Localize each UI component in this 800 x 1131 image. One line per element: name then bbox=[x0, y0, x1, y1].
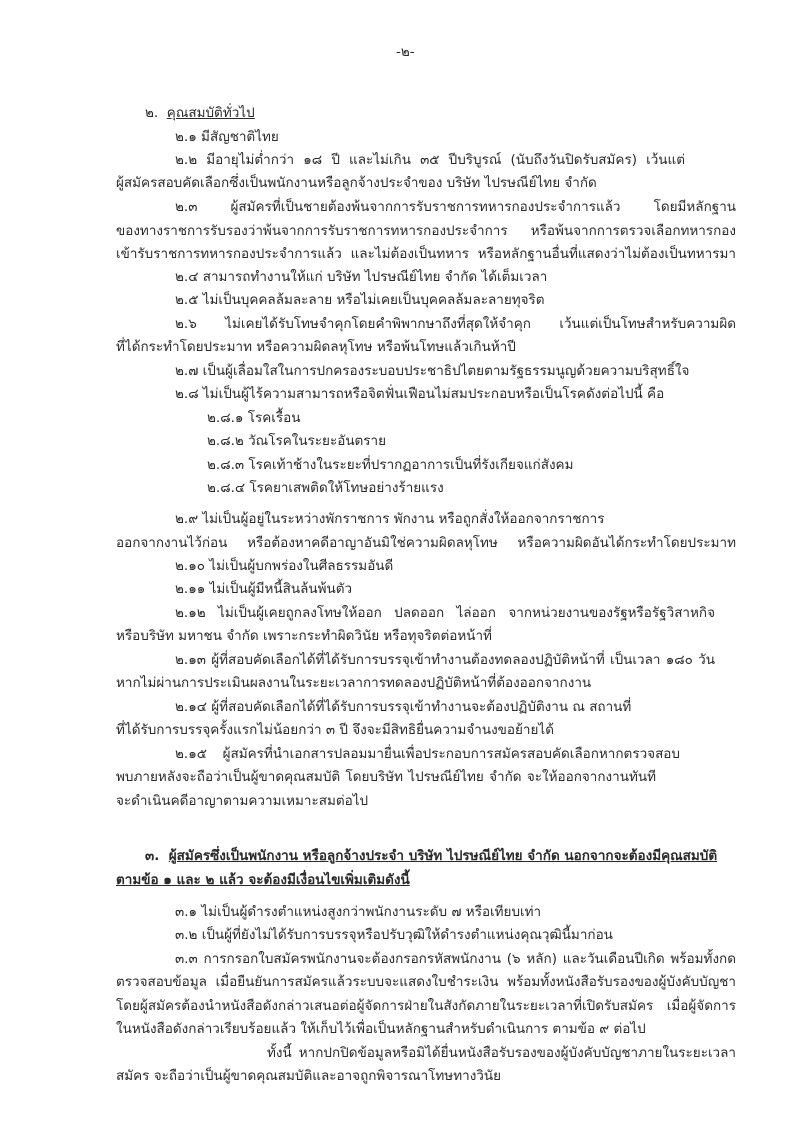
section-3-heading bbox=[145, 846, 717, 866]
item-2-10: ๒.๑๐ ไม่เป็นผู้บกพร่องในศีลธรรมอันดี bbox=[175, 558, 394, 574]
item-2-1: ๒.๑ มีสัญชาติไทย bbox=[175, 129, 279, 145]
item-2-3: ๒.๓ ผู้สมัครที่เป็นชายต้องพ้นจากการรับราชการทหารกองประจำการแล้ว โดยมีหลักฐาน bbox=[175, 199, 736, 215]
section-3-title-cont: ตามข้อ ๑ และ ๒ แล้ว จะต้องมีเงื่อนไขเพิ่มเติมดังนี้ bbox=[116, 872, 410, 888]
section-3-title: ผู้สมัครซึ่งเป็นพนักงาน หรือลูกจ้างประจำ บริษัท ไปรษณีย์ไทย จำกัด นอกจากจะต้องมีคุณสมบัติ bbox=[168, 848, 718, 864]
item-3-2: ๓.๒ เป็นผู้ที่ยังไม่ได้รับการบรรจุหรือปรับวุฒิให้ดำรงตำแหน่งคุณวุฒินี้มาก่อน bbox=[175, 927, 613, 943]
item-2-6: ๒.๖ ไม่เคยได้รับโทษจำคุกโดยคำพิพากษาถึงที่สุดให้จำคุก เว้นแต่เป็นโทษสำหรับความผิด bbox=[175, 316, 736, 332]
item-2-6-cont: ที่ได้กระทำโดยประมาท หรือความผิดลหุโทษ หรือพ้นโทษแล้วเกินห้าปี bbox=[116, 339, 516, 355]
item-2-13: ๒.๑๓ ผู้ที่สอบคัดเลือกได้ที่ได้รับการบรรจุเข้าทำงานต้องทดลองปฏิบัติหน้าที่ เป็นเวลา ๑๘๐ วัน bbox=[175, 652, 715, 668]
item-2-15: ๒.๑๕ ผู้สมัครที่นำเอกสารปลอมมายื่นเพื่อประกอบการสมัครสอบคัดเลือกหากตรวจสอบ bbox=[175, 746, 680, 762]
note-paragraph: ทั้งนี้ หากปกปิดข้อมูลหรือมิได้ยื่นหนังสือรับรองของผู้บังคับบัญชาภายในระยะเวลา bbox=[267, 1045, 736, 1061]
item-2-4: ๒.๔ สามารถทำงานให้แก่ บริษัท ไปรษณีย์ไทย จำกัด ได้เต็มเวลา bbox=[175, 269, 548, 285]
item-2-14-cont: ที่ได้รับการบรรจุครั้งแรกไม่น้อยกว่า ๓ ปี จึงจะมีสิทธิยื่นความจำนงขอย้ายได้ bbox=[116, 722, 554, 738]
item-2-12: ๒.๑๒ ไม่เป็นผู้เคยถูกลงโทษให้ออก ปลดออก ไล่ออก จากหน่วยงานของรัฐหรือรัฐวิสาหกิจ bbox=[175, 605, 715, 621]
item-2-15-cont2: จะดำเนินคดีอาญาตามความเหมาะสมต่อไป bbox=[116, 793, 369, 809]
item-2-2: ๒.๒ มีอายุไม่ต่ำกว่า ๑๘ ปี และไม่เกิน ๓๕ ปีบริบูรณ์ (นับถึงวันปิดรับสมัคร) เว้นแต่ bbox=[175, 152, 685, 168]
item-2-7: ๒.๗ เป็นผู้เลื่อมใสในการปกครองระบอบประชาธิปไตยตามรัฐธรรมนูญด้วยความบริสุทธิ์ใจ bbox=[175, 363, 690, 379]
item-2-11: ๒.๑๑ ไม่เป็นผู้มีหนี้สินล้นพ้นตัว bbox=[175, 581, 353, 597]
page-number: -๒- bbox=[396, 44, 415, 60]
section-2-title: คุณสมบัติทั่วไป bbox=[166, 105, 255, 121]
item-3-3-cont3: ในหนังสือดังกล่าวเรียบร้อยแล้ว ให้เก็บไว้เพื่อเป็นหลักฐานสำหรับดำเนินการ ตามข้อ ๙ ต่อไป bbox=[116, 1021, 646, 1037]
item-2-8-1: ๒.๘.๑ โรคเรื้อน bbox=[207, 410, 301, 426]
item-3-3-cont2: โดยผู้สมัครต้องนำหนังสือดังกล่าวเสนอต่อผู้จัดการฝ่ายในสังกัดภายในระยะเวลาที่เปิดรับสมัคร เมื่อผู้จัดการ bbox=[116, 998, 736, 1014]
item-2-8-4: ๒.๘.๔ โรคยาเสพติดให้โทษอย่างร้ายแรง bbox=[207, 480, 444, 496]
section-3-number: ๓. bbox=[145, 848, 160, 864]
item-2-2-cont: ผู้สมัครสอบคัดเลือกซึ่งเป็นพนักงานหรือลูกจ้างประจำของ บริษัท ไปรษณีย์ไทย จำกัด bbox=[116, 175, 597, 191]
item-2-3-cont2: เข้ารับราชการทหารกองประจำการแล้ว และไม่ต้องเป็นทหาร หรือหลักฐานอื่นที่แสดงว่าไม่ต้องเป็นทหารมา bbox=[116, 246, 736, 262]
item-2-3-cont: ของทางราชการรับรองว่าพ้นจากการรับราชการทหารกองประจำการ หรือพ้นจากการตรวจเลือกทหารกอง bbox=[116, 223, 736, 239]
item-3-3: ๓.๓ การกรอกใบสมัครพนักงานจะต้องกรอกรหัสพนักงาน (๖ หลัก) และวันเดือนปีเกิด พร้อมทั้งกด bbox=[175, 951, 736, 967]
item-2-14: ๒.๑๔ ผู้ที่สอบคัดเลือกได้ที่ได้รับการบรรจุเข้าทำงานจะต้องปฏิบัติงาน ณ สถานที่ bbox=[175, 699, 632, 715]
item-2-13-cont: หากไม่ผ่านการประเมินผลงานในระยะเวลาการทดลองปฏิบัติหน้าที่ต้องออกจากงาน bbox=[116, 675, 592, 691]
item-2-8-3: ๒.๘.๓ โรคเท้าช้างในระยะที่ปรากฏอาการเป็นที่รังเกียจแก่สังคม bbox=[207, 457, 574, 473]
item-2-12-cont: หรือบริษัท มหาชน จำกัด เพราะกระทำผิดวินัย หรือทุจริตต่อหน้าที่ bbox=[116, 628, 492, 644]
item-2-8: ๒.๘ ไม่เป็นผู้ไร้ความสามารถหรือจิตฟั่นเฟือนไม่สมประกอบหรือเป็นโรคดังต่อไปนี้ คือ bbox=[175, 386, 665, 402]
item-2-8-2: ๒.๘.๒ วัณโรคในระยะอันตราย bbox=[207, 433, 387, 449]
item-3-1: ๓.๑ ไม่เป็นผู้ดำรงตำแหน่งสูงกว่าพนักงานระดับ ๗ หรือเทียบเท่า bbox=[175, 904, 542, 920]
section-2-number: ๒. bbox=[145, 105, 159, 121]
item-2-9-cont: ออกจากงานไว้ก่อน หรือต้องหาคดีอาญาอันมิใช่ความผิดลหุโทษ หรือความผิดอันได้กระทำโดยประมาท bbox=[116, 535, 736, 551]
note-paragraph-cont: สมัคร จะถือว่าเป็นผู้ขาดคุณสมบัติและอาจถูกพิจารณาโทษทางวินัย bbox=[116, 1068, 502, 1084]
item-2-5: ๒.๕ ไม่เป็นบุคคลล้มละลาย หรือไม่เคยเป็นบุคคลล้มละลายทุจริต bbox=[175, 292, 545, 308]
item-2-15-cont: พบภายหลังจะถือว่าเป็นผู้ขาดคุณสมบัติ โดยบริษัท ไปรษณีย์ไทย จำกัด จะให้ออกจากงานทันที bbox=[116, 769, 656, 785]
item-3-3-cont: ตรวจสอบข้อมูล เมื่อยืนยันการสมัครแล้วระบบจะแสดงใบชำระเงิน พร้อมทั้งหนังสือรับรองของผู้บังคับบัญชา bbox=[116, 974, 736, 990]
item-2-9: ๒.๙ ไม่เป็นผู้อยู่ในระหว่างพักราชการ พักงาน หรือถูกสั่งให้ออกจากราชการ bbox=[175, 511, 605, 527]
section-2-heading bbox=[145, 103, 255, 123]
